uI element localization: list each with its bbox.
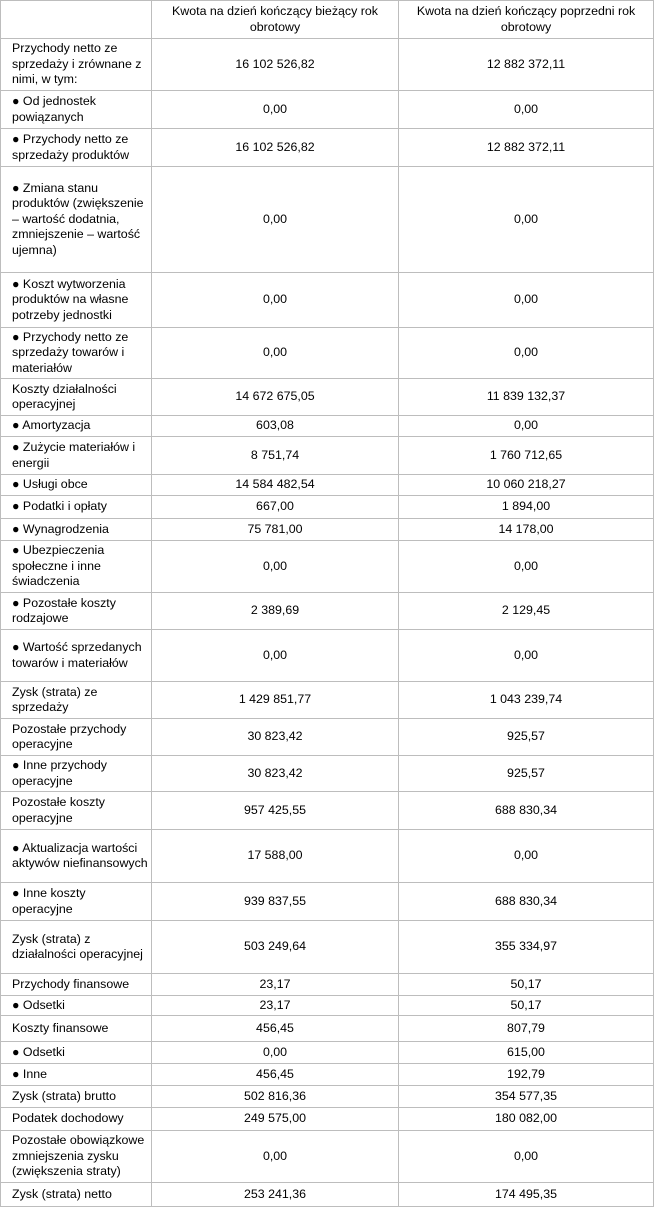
row-label: Zysk (strata) brutto — [1, 1086, 152, 1108]
table-row — [1, 830, 654, 883]
table-row — [1, 756, 654, 792]
previous-year-value: 180 082,00 — [399, 1108, 654, 1131]
header-current-year: Kwota na dzień kończący bieżący rok obrotowy — [152, 1, 399, 39]
previous-year-value: 0,00 — [399, 1131, 654, 1183]
current-year-value: 0,00 — [152, 91, 399, 129]
previous-year-value: 10 060 218,27 — [399, 475, 654, 496]
previous-year-value: 12 882 372,11 — [399, 129, 654, 167]
row-label: ● Przychody netto ze sprzedaży produktów — [1, 129, 152, 167]
row-label: ● Inne koszty operacyjne — [1, 883, 152, 921]
previous-year-value: 2 129,45 — [399, 593, 654, 630]
row-label: ● Od jednostek powiązanych — [1, 91, 152, 129]
row-label: ● Odsetki — [1, 996, 152, 1016]
table-row — [1, 1064, 654, 1086]
table-row — [1, 379, 654, 416]
row-label: Przychody netto ze sprzedaży i zrównane z nimi, w tym: — [1, 39, 152, 91]
current-year-value: 456,45 — [152, 1016, 399, 1042]
previous-year-value: 0,00 — [399, 830, 654, 883]
row-label: ● Aktualizacja wartości aktywów niefinansowych — [1, 830, 152, 883]
previous-year-value: 688 830,34 — [399, 792, 654, 830]
table-row — [1, 792, 654, 830]
row-label: ● Zmiana stanu produktów (zwiększenie – wartość dodatnia, zmniejszenie – wartość ujemna) — [1, 167, 152, 273]
previous-year-value: 0,00 — [399, 91, 654, 129]
row-label: ● Pozostałe koszty rodzajowe — [1, 593, 152, 630]
current-year-value: 16 102 526,82 — [152, 39, 399, 91]
table-row — [1, 630, 654, 682]
row-label: ● Wartość sprzedanych towarów i materiałów — [1, 630, 152, 682]
table-row — [1, 541, 654, 593]
current-year-value: 23,17 — [152, 996, 399, 1016]
current-year-value: 0,00 — [152, 167, 399, 273]
row-label: Zysk (strata) netto — [1, 1183, 152, 1207]
previous-year-value: 174 495,35 — [399, 1183, 654, 1207]
previous-year-value: 615,00 — [399, 1042, 654, 1064]
previous-year-value: 12 882 372,11 — [399, 39, 654, 91]
current-year-value: 939 837,55 — [152, 883, 399, 921]
row-label: Pozostałe koszty operacyjne — [1, 792, 152, 830]
previous-year-value: 688 830,34 — [399, 883, 654, 921]
table-row — [1, 519, 654, 541]
row-label: ● Podatki i opłaty — [1, 496, 152, 519]
row-label: ● Wynagrodzenia — [1, 519, 152, 541]
header-row — [1, 1, 654, 39]
current-year-value: 502 816,36 — [152, 1086, 399, 1108]
current-year-value: 0,00 — [152, 630, 399, 682]
row-label: ● Ubezpieczenia społeczne i inne świadczenia — [1, 541, 152, 593]
row-label: Koszty finansowe — [1, 1016, 152, 1042]
current-year-value: 667,00 — [152, 496, 399, 519]
current-year-value: 23,17 — [152, 974, 399, 996]
current-year-value: 30 823,42 — [152, 756, 399, 792]
previous-year-value: 50,17 — [399, 996, 654, 1016]
current-year-value: 2 389,69 — [152, 593, 399, 630]
current-year-value: 14 584 482,54 — [152, 475, 399, 496]
table-row — [1, 475, 654, 496]
row-label: Przychody finansowe — [1, 974, 152, 996]
header-previous-year: Kwota na dzień kończący poprzedni rok obrotowy — [399, 1, 654, 39]
table-row — [1, 996, 654, 1016]
previous-year-value: 11 839 132,37 — [399, 379, 654, 416]
current-year-value: 603,08 — [152, 416, 399, 437]
current-year-value: 1 429 851,77 — [152, 682, 399, 719]
table-row — [1, 883, 654, 921]
row-label: Koszty działalności operacyjnej — [1, 379, 152, 416]
row-label: Zysk (strata) ze sprzedaży — [1, 682, 152, 719]
row-label: ● Zużycie materiałów i energii — [1, 437, 152, 475]
current-year-value: 0,00 — [152, 541, 399, 593]
current-year-value: 0,00 — [152, 1042, 399, 1064]
table-row — [1, 682, 654, 719]
previous-year-value: 354 577,35 — [399, 1086, 654, 1108]
row-label: ● Przychody netto ze sprzedaży towarów i materiałów — [1, 328, 152, 379]
table-row — [1, 1086, 654, 1108]
current-year-value: 30 823,42 — [152, 719, 399, 756]
current-year-value: 503 249,64 — [152, 921, 399, 974]
current-year-value: 17 588,00 — [152, 830, 399, 883]
row-label: ● Koszt wytworzenia produktów na własne potrzeby jednostki — [1, 273, 152, 328]
table-row — [1, 974, 654, 996]
previous-year-value: 1 043 239,74 — [399, 682, 654, 719]
previous-year-value: 0,00 — [399, 273, 654, 328]
table-row — [1, 1108, 654, 1131]
previous-year-value: 50,17 — [399, 974, 654, 996]
table-row — [1, 1042, 654, 1064]
previous-year-value: 1 894,00 — [399, 496, 654, 519]
table-row — [1, 416, 654, 437]
table-row — [1, 1183, 654, 1207]
table-row — [1, 496, 654, 519]
previous-year-value: 355 334,97 — [399, 921, 654, 974]
current-year-value: 456,45 — [152, 1064, 399, 1086]
previous-year-value: 0,00 — [399, 328, 654, 379]
current-year-value: 957 425,55 — [152, 792, 399, 830]
current-year-value: 8 751,74 — [152, 437, 399, 475]
row-label: Podatek dochodowy — [1, 1108, 152, 1131]
current-year-value: 249 575,00 — [152, 1108, 399, 1131]
row-label: ● Inne — [1, 1064, 152, 1086]
table-row — [1, 273, 654, 328]
row-label: ● Inne przychody operacyjne — [1, 756, 152, 792]
table-row — [1, 167, 654, 273]
previous-year-value: 0,00 — [399, 630, 654, 682]
previous-year-value: 14 178,00 — [399, 519, 654, 541]
previous-year-value: 0,00 — [399, 167, 654, 273]
header-label-cell — [1, 1, 152, 39]
current-year-value: 14 672 675,05 — [152, 379, 399, 416]
row-label: ● Odsetki — [1, 1042, 152, 1064]
table-row — [1, 1016, 654, 1042]
table-row — [1, 437, 654, 475]
table-row — [1, 328, 654, 379]
row-label: ● Usługi obce — [1, 475, 152, 496]
current-year-value: 16 102 526,82 — [152, 129, 399, 167]
previous-year-value: 0,00 — [399, 416, 654, 437]
current-year-value: 0,00 — [152, 328, 399, 379]
previous-year-value: 1 760 712,65 — [399, 437, 654, 475]
table-row — [1, 921, 654, 974]
current-year-value: 0,00 — [152, 273, 399, 328]
row-label: ● Amortyzacja — [1, 416, 152, 437]
table-row — [1, 129, 654, 167]
previous-year-value: 192,79 — [399, 1064, 654, 1086]
table-row — [1, 1131, 654, 1183]
table-row — [1, 593, 654, 630]
table-row — [1, 719, 654, 756]
current-year-value: 0,00 — [152, 1131, 399, 1183]
current-year-value: 75 781,00 — [152, 519, 399, 541]
current-year-value: 253 241,36 — [152, 1183, 399, 1207]
table-row — [1, 91, 654, 129]
row-label: Pozostałe przychody operacyjne — [1, 719, 152, 756]
previous-year-value: 925,57 — [399, 719, 654, 756]
table-row — [1, 39, 654, 91]
row-label: Pozostałe obowiązkowe zmniejszenia zysku (zwiększenia straty) — [1, 1131, 152, 1183]
previous-year-value: 925,57 — [399, 756, 654, 792]
previous-year-value: 807,79 — [399, 1016, 654, 1042]
previous-year-value: 0,00 — [399, 541, 654, 593]
row-label: Zysk (strata) z działalności operacyjnej — [1, 921, 152, 974]
